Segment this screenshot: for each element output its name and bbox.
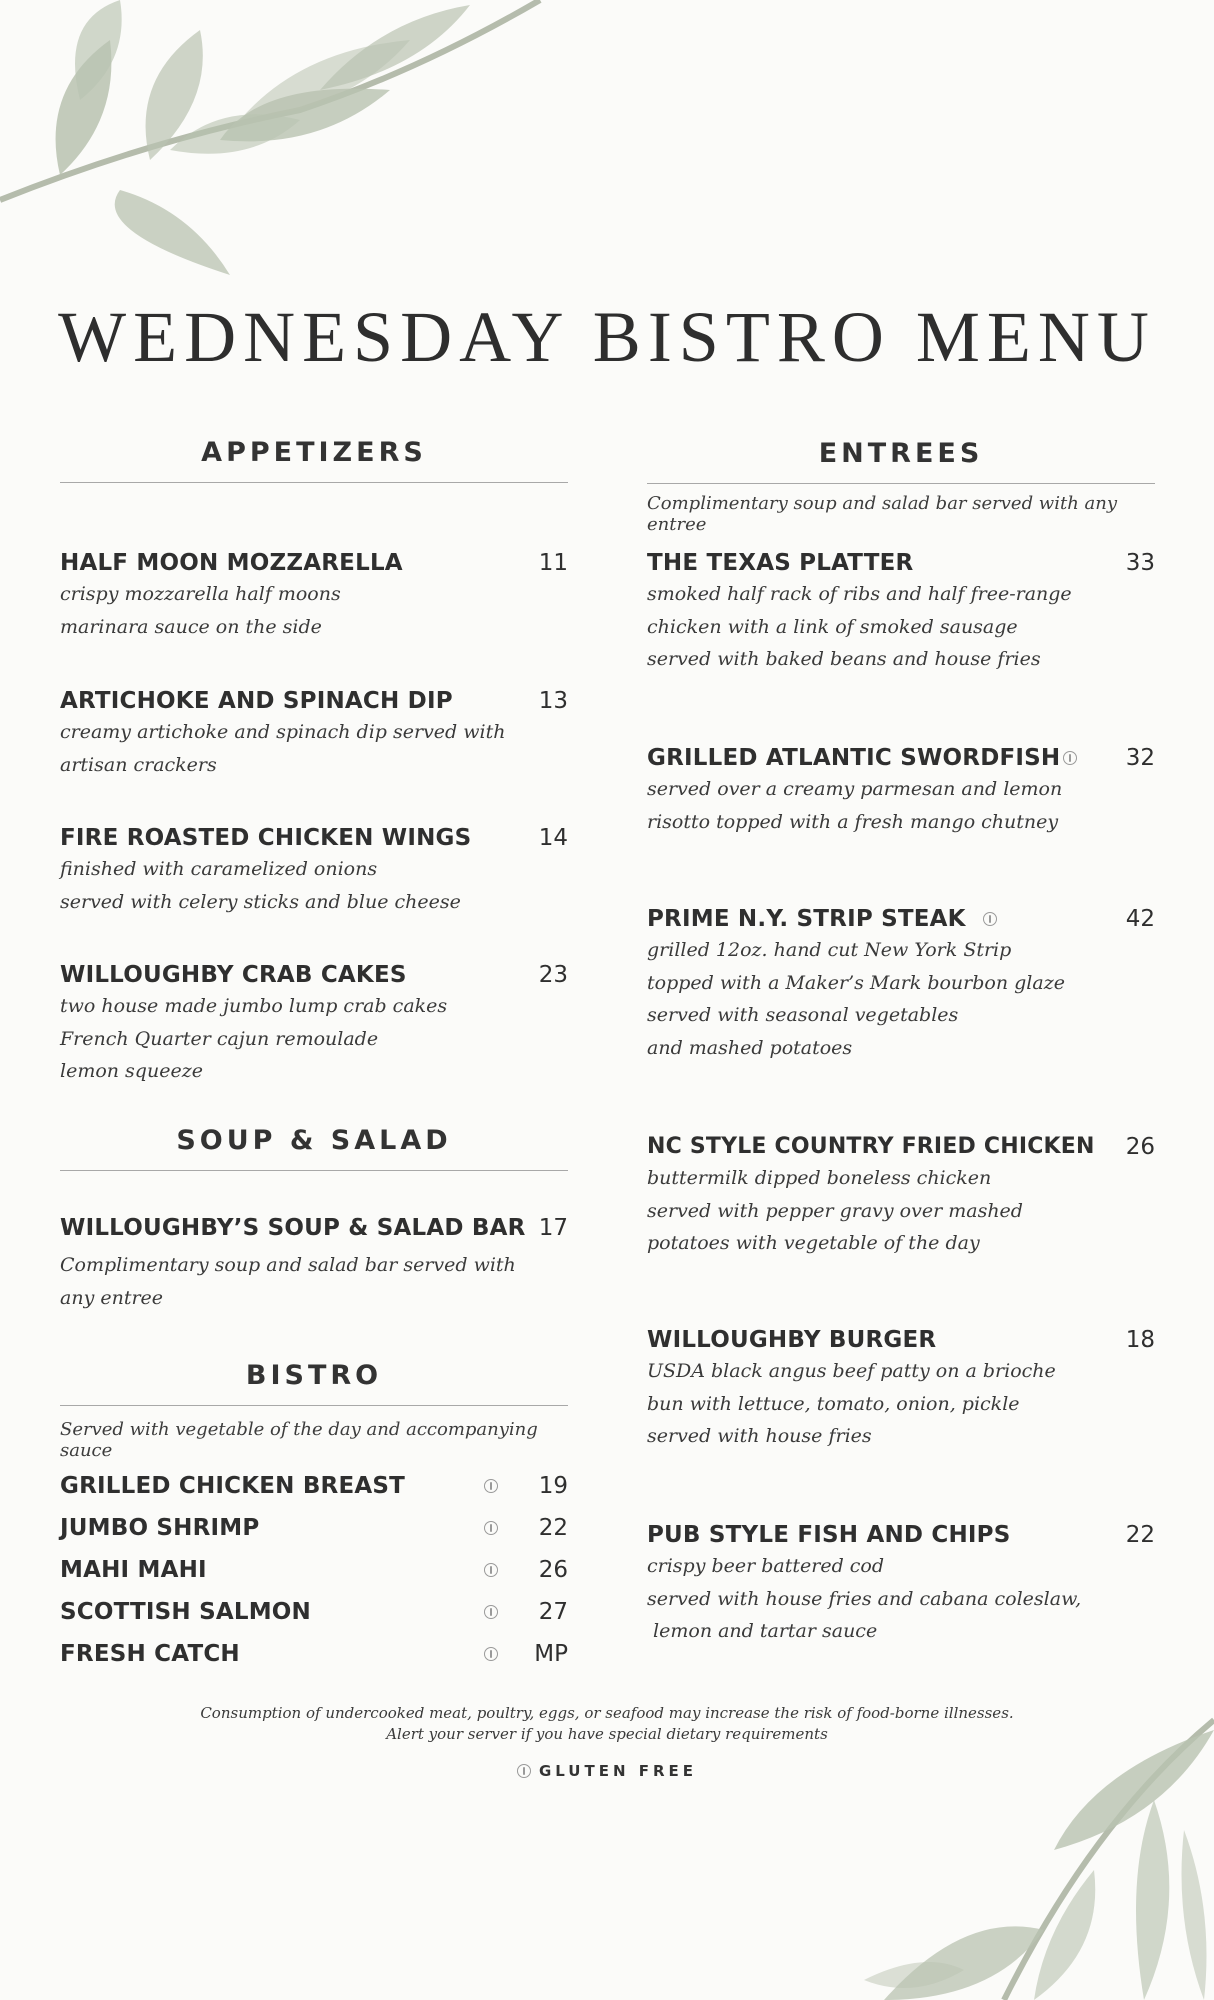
item-name: WILLOUGHBY BURGER (647, 1327, 937, 1353)
item-price: 26 (1125, 1134, 1155, 1160)
list-item (60, 1513, 568, 1543)
item-desc-line: grilled 12oz. hand cut New York Strip (647, 939, 1012, 961)
item-name: THE TEXAS PLATTER (647, 550, 914, 576)
item-desc-line: served with house fries (647, 1425, 872, 1447)
entrees-heading: ENTREES (647, 438, 1155, 484)
item-price: 17 (538, 1215, 568, 1241)
item-price: 42 (1125, 906, 1155, 932)
gluten-free-icon (983, 912, 997, 926)
item-name: MAHI MAHI (60, 1557, 207, 1583)
item-desc-line: topped with a Maker’s Mark bourbon glaze (647, 971, 1065, 994)
item-price: 33 (1125, 550, 1155, 576)
item-desc-line: French Quarter cajun remoulade (60, 1027, 379, 1050)
menu-item (647, 1325, 1155, 1453)
item-desc-line: artisan crackers (60, 753, 217, 776)
menu-item (60, 960, 568, 1088)
item-price: MP (534, 1641, 568, 1667)
leaf-branch-icon (0, 0, 560, 290)
item-price: 22 (1125, 1522, 1155, 1548)
item-price: 19 (538, 1473, 568, 1499)
menu-item (60, 548, 568, 643)
gluten-free-icon (484, 1605, 498, 1619)
menu-item (647, 548, 1155, 676)
bistro-heading: BISTRO (60, 1360, 568, 1406)
disclaimer-line: Consumption of undercooked meat, poultry, eggs, or seafood may increase the risk of food-borne illnesses. (200, 1704, 1014, 1722)
entrees-note: Complimentary soup and salad bar served with any entree (647, 493, 1118, 535)
item-price: 27 (538, 1599, 568, 1625)
item-price: 13 (538, 688, 568, 714)
menu-item (647, 1132, 1155, 1260)
item-desc-line: crispy beer battered cod (647, 1555, 885, 1577)
gluten-free-legend (0, 1762, 1214, 1780)
menu-item (647, 904, 1155, 1064)
item-name: ARTICHOKE AND SPINACH DIP (60, 688, 453, 714)
menu-item (60, 1213, 568, 1314)
item-name: HALF MOON MOZZARELLA (60, 550, 403, 576)
item-price: 23 (538, 962, 568, 988)
menu-item (647, 743, 1155, 838)
menu-item (60, 686, 568, 781)
item-desc-line: bun with lettuce, tomato, onion, pickle (647, 1392, 1020, 1415)
gluten-free-icon (484, 1647, 498, 1661)
list-item (60, 1471, 568, 1501)
item-price: 11 (538, 550, 568, 576)
item-desc-line: and mashed potatoes (647, 1036, 853, 1059)
item-desc-line: creamy artichoke and spinach dip served with (60, 721, 506, 743)
item-desc-line: lemon squeeze (60, 1060, 203, 1082)
item-desc-line: USDA black angus beef patty on a brioche (647, 1360, 1056, 1382)
item-desc-line: served over a creamy parmesan and lemon (647, 778, 1063, 800)
item-name: PRIME N.Y. STRIP STEAK (647, 906, 966, 932)
item-price: 32 (1125, 745, 1155, 771)
menu-item (60, 823, 568, 918)
soup-salad-heading: SOUP & SALAD (60, 1125, 568, 1171)
item-desc-line: buttermilk dipped boneless chicken (647, 1167, 992, 1189)
item-desc-line: risotto topped with a fresh mango chutney (647, 810, 1059, 833)
item-name: SCOTTISH SALMON (60, 1599, 311, 1625)
item-desc-line: crispy mozzarella half moons (60, 583, 341, 605)
item-desc-line: marinara sauce on the side (60, 615, 322, 638)
item-desc-line: served with baked beans and house fries (647, 648, 1041, 670)
item-desc-line: chicken with a link of smoked sausage (647, 615, 1018, 638)
item-desc-line: smoked half rack of ribs and half free-range (647, 583, 1072, 605)
item-desc-line: any entree (60, 1286, 164, 1309)
gluten-free-icon (484, 1563, 498, 1577)
gluten-free-icon (484, 1521, 498, 1535)
item-name: WILLOUGHBY CRAB CAKES (60, 962, 407, 988)
item-price: 26 (538, 1557, 568, 1583)
page-title: WEDNESDAY BISTRO MENU (58, 297, 1156, 377)
item-desc-line: potatoes with vegetable of the day (647, 1232, 980, 1254)
item-name: FRESH CATCH (60, 1641, 240, 1667)
list-item (60, 1555, 568, 1585)
item-name: GRILLED CHICKEN BREAST (60, 1473, 406, 1499)
appetizers-heading: APPETIZERS (60, 437, 568, 483)
disclaimer-line: Alert your server if you have special dietary requirements (386, 1725, 828, 1743)
list-item (60, 1597, 568, 1627)
item-price: 14 (538, 825, 568, 851)
list-item (60, 1639, 568, 1669)
item-desc-line: finished with caramelized onions (60, 858, 378, 880)
gluten-free-label: GLUTEN FREE (538, 1762, 698, 1780)
gluten-free-icon (1063, 751, 1077, 765)
item-desc-line: two house made jumbo lump crab cakes (60, 995, 448, 1017)
item-price: 22 (538, 1515, 568, 1541)
item-name: JUMBO SHRIMP (60, 1515, 260, 1541)
item-desc-line: served with celery sticks and blue cheese (60, 890, 461, 913)
gluten-free-icon (484, 1479, 498, 1493)
menu-item (647, 1520, 1155, 1648)
item-desc-line: served with seasonal vegetables (647, 1004, 959, 1026)
disclaimer (0, 1703, 1214, 1745)
item-name: GRILLED ATLANTIC SWORDFISH (647, 745, 1061, 771)
item-desc-line: served with pepper gravy over mashed (647, 1199, 1023, 1222)
gluten-free-icon (517, 1764, 531, 1778)
item-price: 18 (1125, 1327, 1155, 1353)
item-name: PUB STYLE FISH AND CHIPS (647, 1522, 1011, 1548)
item-desc-line: lemon and tartar sauce (647, 1620, 878, 1642)
item-name: WILLOUGHBY’S SOUP & SALAD BAR (60, 1215, 526, 1241)
item-name: NC STYLE COUNTRY FRIED CHICKEN (647, 1134, 1095, 1159)
item-name: FIRE ROASTED CHICKEN WINGS (60, 825, 472, 851)
item-desc-line: Complimentary soup and salad bar served with (60, 1254, 516, 1276)
item-desc-line: served with house fries and cabana coleslaw, (647, 1587, 1082, 1610)
bistro-note: Served with vegetable of the day and accompanying sauce (60, 1419, 538, 1461)
